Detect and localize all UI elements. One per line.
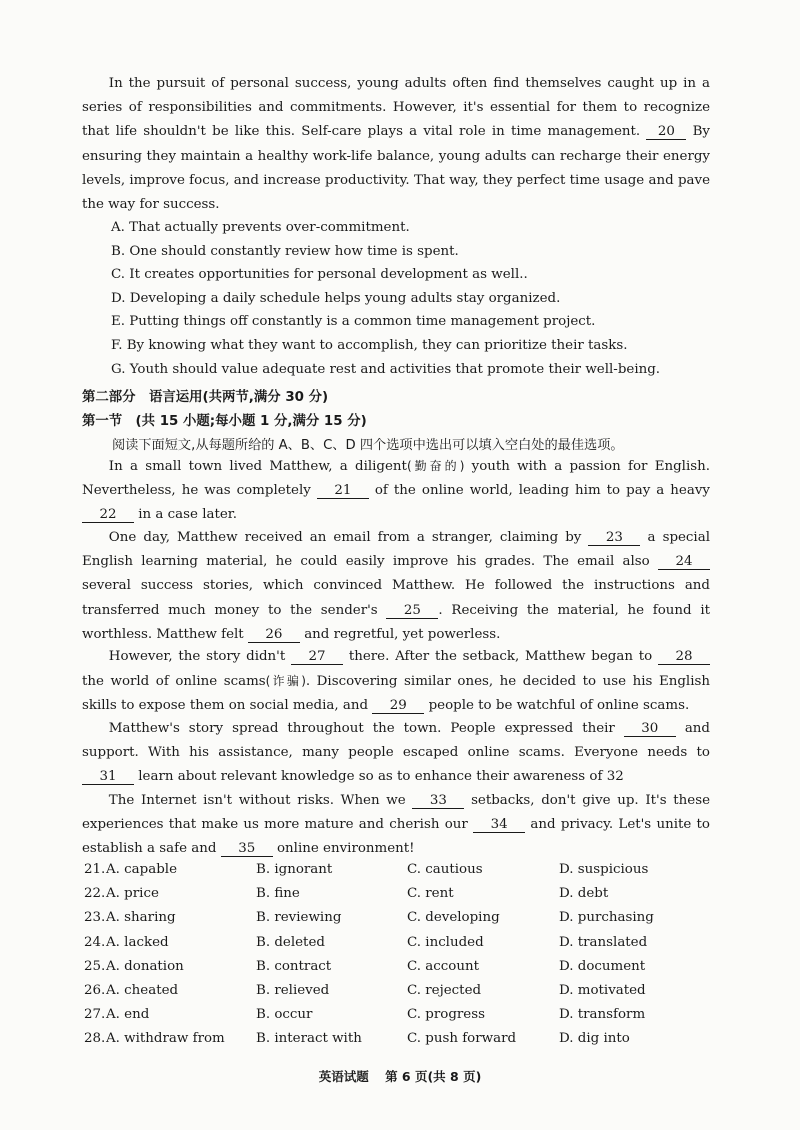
choice-b[interactable]: B. relieved (256, 982, 330, 998)
cloze-paragraph-5: The Internet isn't without risks. When we 33 setbacks, don't give up. It's these experiences that make us more mature and cherish our 34 and privacy. Let's unite to establish a safe and 35 online environment! (82, 793, 710, 857)
exam-page: In the pursuit of personal success, young adults often find themselves caught up in a series of responsibilities and commitments. However, it's essential for them to recognize that life shouldn't be like this. Self-care plays a vital role in time management. 20 By ensuring they maintain a healthy work-life balance, young adults can recharge their energy levels, improve focus, and increase productivity. That way, they perfect time usage and pave the way for success. A. That actually prevents over-commitment. B. One should constantly review how time is spent. C. It creates opportunities for personal development as well.. D. Developing a daily schedule helps young adults stay organized. E. Putting things off constantly is a common time management project. F. By knowing what they want to accomplish, they can prioritize their tasks. G. Youth should value adequate rest and activities that promote their well-being. 第二部分 语言运用(共两节,满分 30 分) 第一节 (共 15 小题;每小题 1 分,满分 15 分) 阅读下面短文,从每题所给的 A、B、C、D 四个选项中选出可以填入空白处的最佳选项。 In a small town lived Matthew, a diligent(勤奋的) youth with a passion for English. Nevertheless, he was completely 21 of the online world, leading him to pay a heavy 22 in a case later. One day, Matthew received an email from a stranger, claiming by 23 a special English learning material, he could easily improve his grades. The email also 24 several success stories, which convinced Matthew. He followed the instructions and transferred much money to the sender's 25 . Receiving the material, he found it worthless. Matthew felt 26 and regretful, yet powerless. However, the story didn't 27 there. After the setback, Matthew began to 28 the world of online scams(诈骗). Discovering similar ones, he decided to use his English skills to expose them on social media, and 29 people to be watchful of online scams. Matthew's story spread throughout the town. People expressed their 30 and support. With his assistance, many people escaped online scams. Everyone needs to 31 learn about relevant knowledge so as to enhance their awareness of 32 The Internet isn't without risks. When we 33 setbacks, don't give up. It's these experiences that make us more mature and cherish our 34 and privacy. Let's unite to establish a safe and 35 online environment! 21. A. capable B. ignorant C. cautious D. suspicious 22. A. price B. fine C. rent D. debt 23. A. sharing B. reviewing C. developing D. purchasing 24. A. lacked B. deleted C. included D. translated 25. A. donation B. contract C. account D. document 26. A. cheated B. relieved C. rejected D. motivated 27. A. end B. occur C. progress D. transform 28. A. withdraw from B. interact with C. push forward D. dig into 英语试题 第 6 页(共 8 页) (0, 0, 800, 1130)
choice-d[interactable]: D. dig into (559, 1031, 630, 1047)
part-two-title: 第二部分 语言运用(共两节,满分 30 分) (82, 390, 329, 405)
blank-30[interactable]: 30 (624, 721, 676, 737)
option-f: F. By knowing what they want to accomplish, they can prioritize their tasks. (111, 337, 628, 353)
choice-a[interactable]: A. donation (106, 958, 184, 974)
blank-21[interactable]: 21 (317, 483, 369, 499)
choice-b[interactable]: B. deleted (256, 934, 325, 950)
choice-c[interactable]: C. push forward (407, 1031, 517, 1047)
blank-31[interactable]: 31 (82, 769, 134, 785)
option-a: A. That actually prevents over-commitment. (111, 220, 410, 235)
blank-29[interactable]: 29 (372, 698, 424, 714)
seven-choice-options (111, 216, 660, 381)
cloze-paragraph-3: However, the story didn't 27 there. After the setback, Matthew began to 28 the world of online scams(诈骗). Discovering similar ones, he decided to use his English skills to expose them on social media, and 29 people to be watchful of online scams. (82, 649, 710, 714)
choice-d[interactable]: D. motivated (559, 982, 646, 998)
choice-a[interactable]: A. end (106, 1007, 150, 1023)
blank-25[interactable]: 25 (386, 603, 438, 619)
choice-a[interactable]: A. capable (106, 862, 178, 877)
choice-c[interactable]: C. cautious (407, 862, 483, 877)
choice-c[interactable]: C. rejected (407, 982, 482, 998)
choice-b[interactable]: B. fine (256, 886, 300, 902)
blank-26[interactable]: 26 (248, 627, 300, 643)
choice-c[interactable]: C. account (407, 958, 479, 974)
choice-c[interactable]: C. developing (407, 910, 500, 926)
choice-c[interactable]: C. rent (407, 886, 454, 902)
choice-b[interactable]: B. occur (256, 1007, 313, 1023)
choice-d[interactable]: D. document (559, 958, 646, 974)
choice-d[interactable]: D. purchasing (559, 910, 654, 926)
footer-page-number: 第 6 页(共 8 页) (385, 1069, 482, 1084)
option-g: G. Youth should value adequate rest and activities that promote their well-being. (111, 361, 661, 377)
option-d: D. Developing a daily schedule helps young adults stay organized. (111, 290, 561, 306)
cloze-paragraph-4: Matthew's story spread throughout the town. People expressed their 30 and support. With his assistance, many people escaped online scams. Everyone needs to 31 learn about relevant knowledge so as to enhance their awareness of 32 (82, 721, 710, 785)
blank-34[interactable]: 34 (473, 817, 525, 833)
choice-b[interactable]: B. interact with (256, 1031, 362, 1047)
blank-24[interactable]: 24 (658, 554, 710, 570)
passage-seven-choice: In the pursuit of personal success, young adults often find themselves caught up in a series of responsibilities and commitments. However, it's essential for them to recognize that life shouldn't be like this. Self-care plays a vital role in time management. 20 By ensuring they maintain a healthy work-life balance, young adults can recharge their energy levels, improve focus, and increase productivity. That way, they perfect time usage and pave the way for success. (82, 76, 710, 213)
choice-b[interactable]: B. ignorant (256, 862, 333, 877)
choice-a[interactable]: A. lacked (106, 934, 169, 950)
choice-d[interactable]: D. debt (559, 886, 609, 902)
blank-35[interactable]: 35 (221, 841, 273, 857)
choice-a[interactable]: A. cheated (106, 982, 179, 998)
choice-d[interactable]: D. suspicious (559, 862, 649, 877)
section-one-title: 第一节 (共 15 小题;每小题 1 分,满分 15 分) (82, 414, 367, 429)
choice-d[interactable]: D. translated (559, 934, 648, 950)
blank-33[interactable]: 33 (412, 793, 464, 809)
choice-a[interactable]: A. withdraw from (106, 1031, 225, 1047)
choice-d[interactable]: D. transform (559, 1007, 646, 1023)
cloze-paragraph-2: One day, Matthew received an email from a stranger, claiming by 23 a special English learning material, he could easily improve his grades. The email also 24 several success stories, which convinced Matthew. He followed the instructions and transferred much money to the sender's 25 . Receiving the material, he found it worthless. Matthew felt 26 and regretful, yet powerless. (82, 530, 710, 642)
choice-a[interactable]: A. sharing (106, 910, 176, 926)
choice-a[interactable]: A. price (106, 886, 159, 902)
option-e: E. Putting things off constantly is a common time management project. (111, 314, 596, 330)
footer-subject: 英语试题 (318, 1069, 369, 1084)
instructions: 阅读下面短文,从每题所给的 A、B、C、D 四个选项中选出可以填入空白处的最佳选项。 (112, 438, 624, 453)
choice-c[interactable]: C. progress (407, 1007, 485, 1023)
blank-22[interactable]: 22 (82, 507, 134, 523)
choice-c[interactable]: C. included (407, 934, 484, 950)
blank-27[interactable]: 27 (291, 649, 343, 665)
blank-20[interactable]: 20 (646, 124, 686, 140)
choice-b[interactable]: B. reviewing (256, 910, 342, 926)
blank-28[interactable]: 28 (658, 649, 710, 665)
choice-b[interactable]: B. contract (256, 958, 332, 974)
option-c: C. It creates opportunities for personal development as well.. (111, 267, 528, 283)
cloze-paragraph-1: In a small town lived Matthew, a diligent(勤奋的) youth with a passion for English. Nevertheless, he was completely 21 of the online world, leading him to pay a heavy 22 in a case later. (82, 459, 710, 523)
option-b: B. One should constantly review how time is spent. (111, 243, 459, 259)
blank-23[interactable]: 23 (588, 530, 640, 546)
blank-32[interactable]: 32 (606, 769, 624, 785)
page-footer (0, 1067, 800, 1085)
